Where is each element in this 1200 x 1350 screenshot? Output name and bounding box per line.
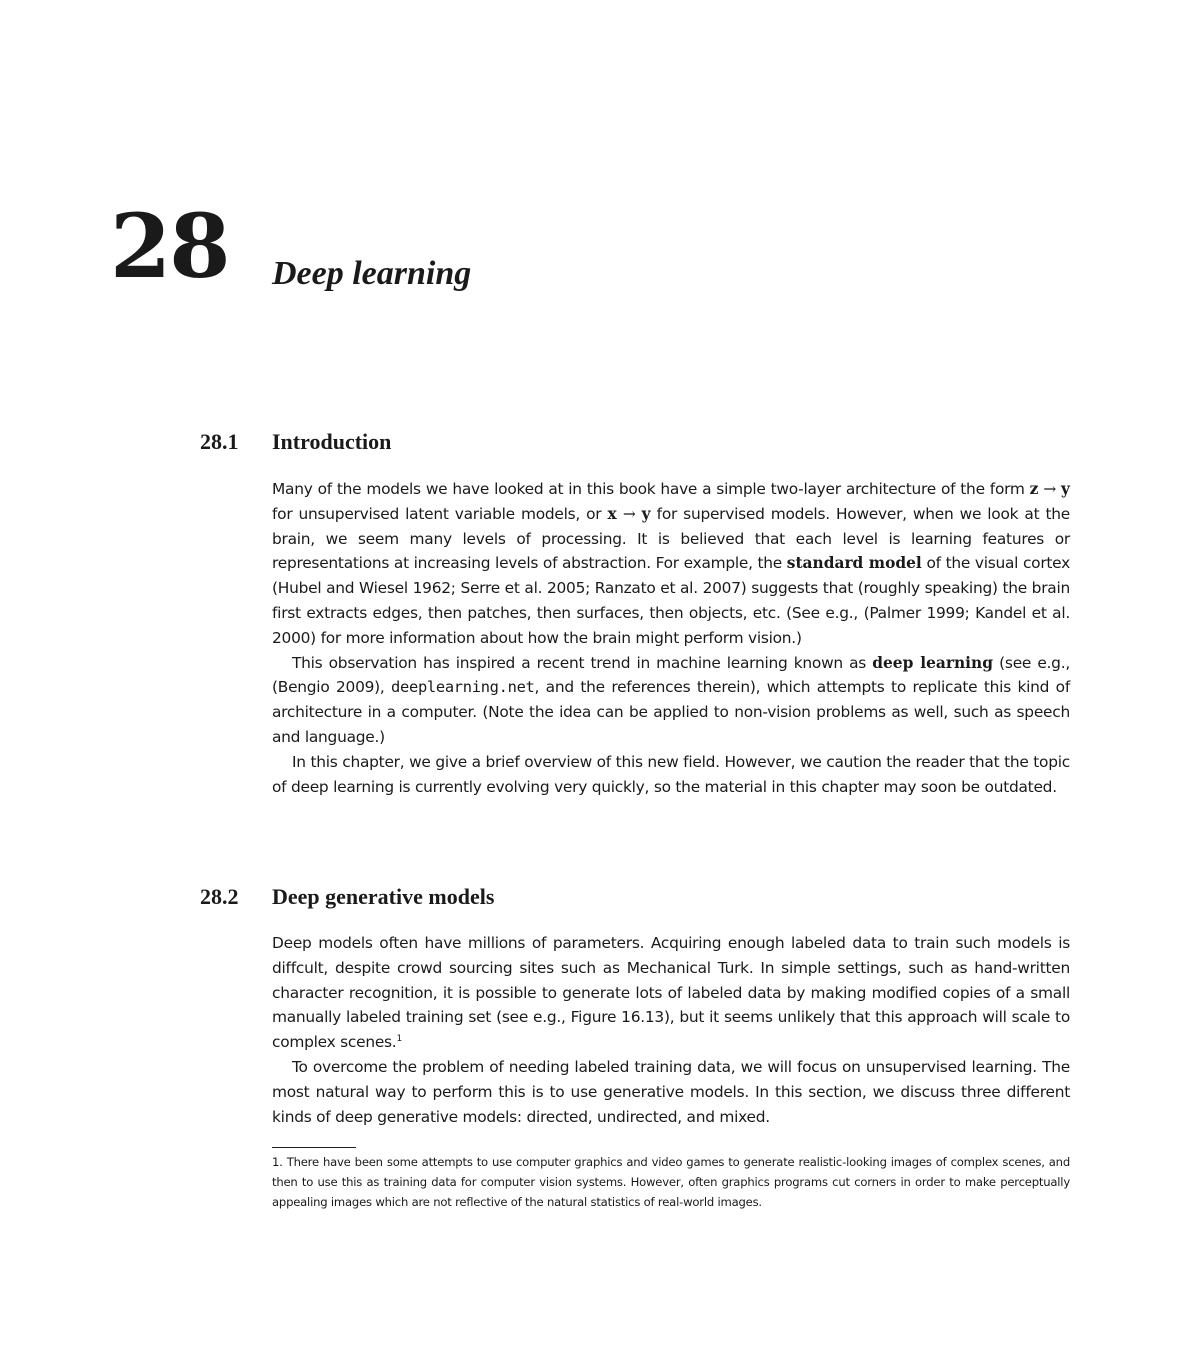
paragraph: Many of the models we have looked at in this book have a simple two-layer architecture of the form z → y for unsupervised latent variable models, or x → y for supervised models. However, when we look at the brain, we seem many levels of processing. It is believed that each level is learning features or representations at increasing levels of abstraction. For example, the standard model of the visual cortex (Hubel and Wiesel 1962; Serre et al. 2005; Ranzato et al. 2007) suggests that (roughly speaking) the brain first extracts edges, then patches, then surfaces, then objects, etc. (See e.g., (Palmer 1999; Kandel et al. 2000) for more information about how the brain might perform vision.) [272, 480, 1070, 647]
section-body [272, 931, 1070, 1129]
math-var: y [641, 504, 651, 523]
key-term: deep learning [872, 653, 993, 672]
section-title: Introduction [272, 429, 392, 454]
url-link[interactable]: deeplearning.net [391, 678, 535, 697]
footnote-marker: 1. [272, 1155, 283, 1169]
section-number: 28.1 [200, 429, 239, 454]
paragraph: This observation has inspired a recent trend in machine learning known as deep learning (see e.g., (Bengio 2009), deeplearning.net, and the references therein), which attempts to replicate this kind of architecture in a computer. (Note the idea can be applied to non-vision problems as well, such as speech and language.) [272, 653, 1070, 746]
paragraph: In this chapter, we give a brief overview of this new field. However, we caution the reader that the topic of deep learning is currently evolving very quickly, so the material in this chapter may soon be outdated. [272, 752, 1070, 796]
paragraph: Deep models often have millions of parameters. Acquiring enough labeled data to train such models is diffcult, despite crowd sourcing sites such as Mechanical Turk. In simple settings, such as hand-written character recognition, it is possible to generate lots of labeled data by making modified copies of a small manually labeled training set (see e.g., Figure 16.13), but it seems unlikely that this approach will scale to complex scenes.$^1$ [272, 934, 1070, 1052]
section-title: Deep generative models [272, 884, 495, 909]
paragraph: To overcome the problem of needing labeled training data, we will focus on unsupervised learning. The most natural way to perform this is to use generative models. In this section, we discuss three different kinds of deep generative models: directed, undirected, and mixed. [272, 1057, 1070, 1126]
chapter-title: Deep learning [272, 255, 472, 292]
footnote-text: There have been some attempts to use computer graphics and video games to generate realistic-looking images of complex scenes, and then to use this as training data for computer vision systems. However, often graphics programs cut corners in order to make perceptually appealing images which are not reflective of the natural statistics of real-world images. [272, 1155, 1070, 1209]
section-number: 28.2 [200, 884, 239, 909]
math-var: x [607, 504, 617, 523]
key-term: standard model [786, 554, 922, 573]
math-var: y [1061, 480, 1070, 498]
footnote-rule [272, 1147, 356, 1148]
footnote-ref[interactable]: 1 [396, 1034, 402, 1045]
section-body [272, 477, 1070, 799]
math-var: z [1029, 480, 1039, 498]
footnote [272, 1152, 1070, 1212]
chapter-number: 28 [110, 194, 229, 298]
